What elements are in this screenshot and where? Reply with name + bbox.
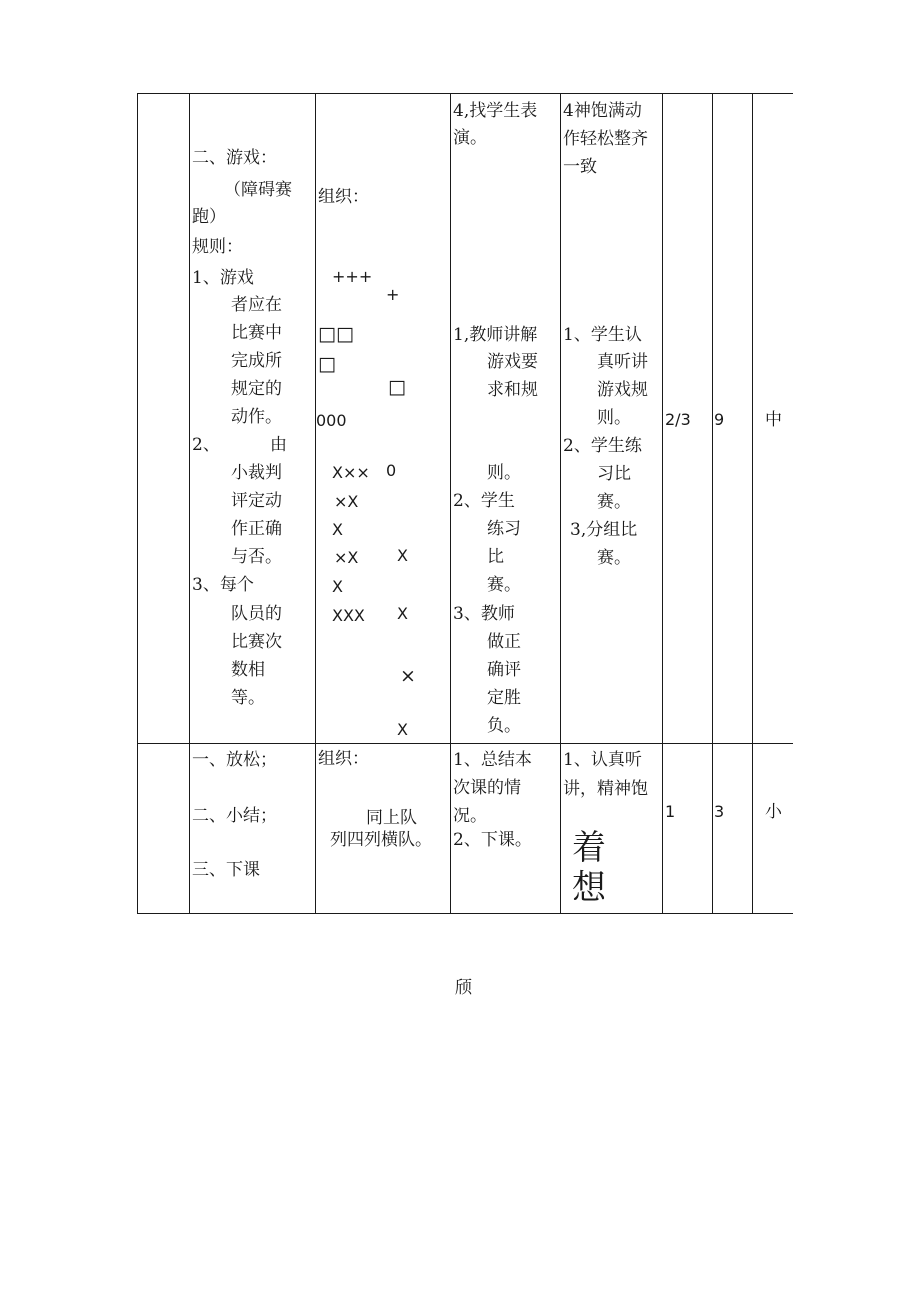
col-line-5 (662, 93, 663, 914)
row-divider (137, 743, 793, 744)
col-line-2 (315, 93, 316, 914)
teacher-item-2: 赛。 (487, 575, 521, 595)
rules-label: 规则： (192, 237, 243, 257)
minutes-value: 3 (714, 802, 725, 821)
formation-mark: +++ (332, 267, 373, 286)
stamp-character: 想 (572, 868, 606, 908)
student-item-4: 作轻松整齐 (563, 129, 648, 149)
student-item-4: 一致 (563, 157, 597, 177)
student-summary: 1、认真听 (563, 750, 642, 770)
game-heading: 二、游戏： (192, 148, 277, 168)
formation-mark: 000 (316, 411, 347, 430)
teacher-item-2: 比 (487, 547, 504, 567)
times-value: 1 (665, 802, 676, 821)
rule-2-line: 与否。 (231, 547, 282, 567)
student-item-2: 赛。 (597, 492, 631, 512)
organization-text: 同上队 (366, 808, 417, 828)
rule-3-line: 数相 (231, 660, 265, 680)
rule-1-line: 完成所 (231, 351, 282, 371)
rule-1-line: 动作。 (231, 407, 282, 427)
rule-3-line: 等。 (231, 688, 265, 708)
organization-label: 组织： (318, 187, 369, 207)
teacher-item-3: 做正 (487, 632, 521, 652)
col-line-0 (137, 93, 138, 914)
student-item-3: 3,分组比 (570, 520, 638, 540)
teacher-item-4: 演。 (453, 128, 487, 148)
teacher-item-3: 确评 (487, 660, 521, 680)
col-line-1 (189, 93, 190, 914)
teacher-item-1: 游戏要 (487, 352, 538, 372)
rule-2-line: 作正确 (231, 519, 282, 539)
formation-mark: X (332, 577, 343, 596)
rule-1-line: 者应在 (231, 295, 282, 315)
table-top-border (137, 93, 793, 94)
rule-1-line: 规定的 (231, 379, 282, 399)
formation-mark: ×X (334, 492, 359, 511)
teacher-item-4: 4,找学生表 (453, 101, 538, 121)
rule-3-line: 3、每个 (192, 575, 254, 595)
formation-mark: + (386, 285, 400, 304)
col-line-4 (560, 93, 561, 914)
formation-mark: 0 (386, 461, 397, 480)
organization-label: 组织： (318, 749, 369, 769)
intensity-value: 小 (765, 802, 782, 822)
col-line-7 (752, 93, 753, 914)
rule-2-line: 由 (270, 435, 287, 455)
col-line-6 (712, 93, 713, 914)
teacher-item-3: 定胜 (487, 688, 521, 708)
teacher-item-2: 练习 (487, 519, 521, 539)
formation-mark: XXX (332, 606, 365, 625)
dismiss-item: 三、下课 (192, 860, 260, 880)
relax-item: 一、放松； (192, 750, 277, 770)
rule-1-line: 1、游戏 (192, 268, 254, 288)
student-item-1: 1、学生认 (563, 325, 642, 345)
col-line-3 (450, 93, 451, 914)
rule-3-line: 队员的 (231, 604, 282, 624)
student-item-2: 2、学生练 (563, 436, 642, 456)
teacher-item-2: 2、学生 (453, 491, 515, 511)
teacher-item-1: 1,教师讲解 (453, 325, 538, 345)
teacher-summary: 1、总结本 (453, 750, 532, 770)
student-item-1: 则。 (597, 408, 631, 428)
student-item-3: 赛。 (597, 548, 631, 568)
stamp-character: 着 (572, 828, 606, 868)
formation-mark: X (397, 546, 408, 565)
times-value: 2/3 (665, 410, 691, 429)
summary-item: 二、小结； (192, 806, 277, 826)
rule-2-line: 评定动 (231, 491, 282, 511)
student-item-2: 习比 (597, 464, 631, 484)
page-footer: 颀 (455, 978, 472, 998)
student-summary: 讲，精神饱 (563, 779, 648, 799)
teacher-item-3: 负。 (487, 716, 521, 736)
student-item-4: 4神饱满动 (563, 101, 642, 121)
game-subtitle: （障碍赛 (224, 180, 292, 200)
organization-text: 列四列横队。 (330, 830, 432, 850)
table-bottom-border (137, 913, 793, 914)
teacher-item-1: 则。 (487, 463, 521, 483)
formation-mark: X (397, 604, 408, 623)
rule-2-number: 2、 (192, 435, 220, 455)
formation-mark: X×× (332, 463, 370, 482)
game-subtitle-2: 跑） (192, 207, 226, 227)
teacher-summary: 次课的情 (453, 778, 521, 798)
student-item-1: 真听讲 (597, 352, 648, 372)
rule-2-line: 小裁判 (231, 463, 282, 483)
teacher-summary: 况。 (453, 806, 487, 826)
formation-mark: □□ (318, 323, 354, 345)
rule-3-line: 比赛次 (231, 632, 282, 652)
teacher-item-1: 求和规 (487, 380, 538, 400)
rule-1-line: 比赛中 (231, 323, 282, 343)
formation-mark: □ (388, 376, 406, 398)
teacher-dismiss: 2、下课。 (453, 830, 532, 850)
formation-mark: × (400, 665, 416, 687)
formation-mark: X (397, 720, 408, 739)
minutes-value: 9 (714, 410, 725, 429)
formation-mark: ×X (334, 548, 359, 567)
formation-mark: □ (318, 353, 336, 375)
teacher-item-3: 3、教师 (453, 604, 515, 624)
student-item-1: 游戏规 (597, 380, 648, 400)
formation-mark: X (332, 520, 343, 539)
intensity-value: 中 (765, 410, 782, 430)
